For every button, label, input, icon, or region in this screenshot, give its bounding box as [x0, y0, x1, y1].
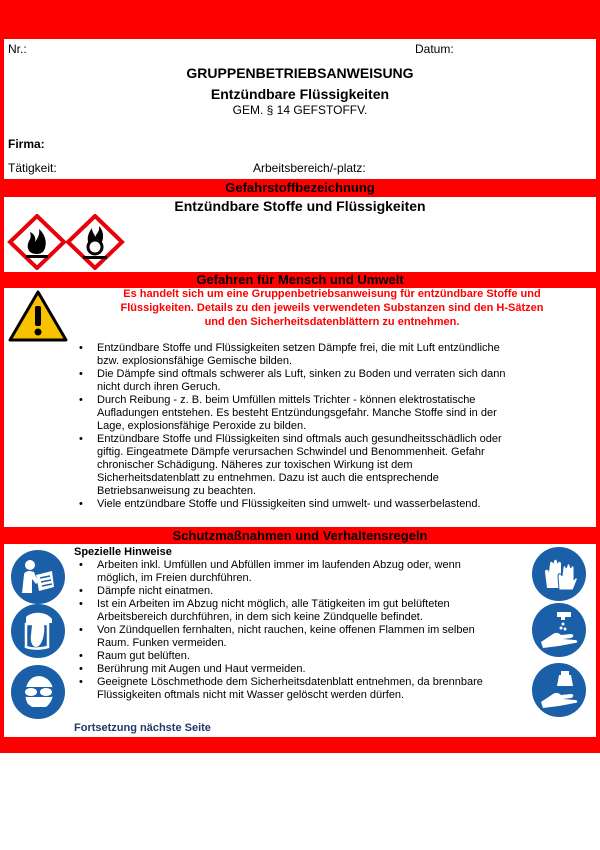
face-shield-icon — [10, 603, 66, 659]
warning-triangle-icon — [8, 290, 68, 342]
continuation-note: Fortsetzung nächste Seite — [74, 722, 211, 734]
hazards-panel — [4, 288, 596, 527]
hazards-intro-line-2: Flüssigkeiten. Details zu den jeweils verwendeten Substanzen sind den H-Sätzen — [120, 302, 544, 314]
hand-cream-icon — [531, 662, 587, 718]
list-item: • Die Dämpfe sind oftmals schwerer als Luft, sinken zu Boden und verraten sich dann nicht durch ihren Geruch. — [79, 368, 589, 394]
flame-ghs-icon — [7, 214, 67, 270]
list-item: • Entzündbare Stoffe und Flüssigkeiten sind oftmals auch gesundheitsschädlich oder giftig. Eingeatmete Dämpfe verursachen Schwindel und Benommenheit. Gefahr chronischer Schädigung. Näheres zur toxischen Wirkung ist dem Sicherheitsdatenblatt zu entnehmen. Dazu ist auch die entsprechende Betriebsanweisung zu beachten. — [79, 433, 589, 498]
read-instructions-icon — [10, 549, 66, 605]
list-item: • Viele entzündbare Stoffe und Flüssigkeiten sind umwelt- und wasserbelastend. — [79, 498, 589, 511]
substance-name: Entzündbare Stoffe und Flüssigkeiten — [174, 198, 426, 214]
protection-subheading: Spezielle Hinweise — [74, 546, 172, 558]
protection-panel — [4, 544, 596, 737]
document-subtitle: Entzündbare Flüssigkeiten — [210, 86, 390, 102]
section-heading-substance: Gefahrstoffbezeichnung — [225, 180, 375, 195]
list-item: • Ist ein Arbeiten im Abzug nicht möglich, alle Tätigkeiten im gut belüfteten Arbeitsbereich durchführen, in dem sich keine Zündquelle befindet. — [79, 598, 524, 624]
hazards-list — [79, 342, 589, 511]
arbeitsbereich-label: Arbeitsbereich/-platz: — [253, 161, 366, 175]
firma-label: Firma: — [8, 137, 45, 151]
taetigkeit-label: Tätigkeit: — [8, 161, 57, 175]
legal-reference: GEM. § 14 GEFSTOFFV. — [232, 103, 368, 117]
header-panel — [4, 39, 596, 179]
hazards-intro-line-3: und den Sicherheitsdatenblättern zu entnehmen. — [204, 316, 460, 328]
hazards-intro-line-1: Es handelt sich um eine Gruppenbetriebsanweisung für entzündbare Stoffe und — [123, 288, 541, 300]
substance-panel — [4, 197, 596, 272]
document-title: GRUPPENBETRIEBSANWEISUNG — [186, 65, 414, 81]
list-item: • Von Zündquellen fernhalten, nicht rauchen, keine offenen Flammen im selben Raum. Funken vermeiden. — [79, 624, 524, 650]
list-item: • Entzündbare Stoffe und Flüssigkeiten setzen Dämpfe frei, die mit Luft entzündliche bzw. explosionsfähige Gemische bilden. — [79, 342, 589, 368]
list-item: • Dämpfe nicht einatmen. — [79, 585, 524, 598]
hand-washing-icon — [531, 602, 587, 658]
flame-over-circle-ghs-icon — [65, 214, 125, 270]
protection-list — [79, 559, 524, 702]
list-item: • Raum gut belüften. — [79, 650, 524, 663]
datum-label: Datum: — [415, 42, 454, 56]
list-item: • Geeignete Löschmethode dem Sicherheitsdatenblatt entnehmen, da brennbare Flüssigkeiten oftmals nicht mit Wasser gelöscht werden dürfen. — [79, 676, 524, 702]
safety-goggles-icon — [10, 664, 66, 720]
section-heading-hazards: Gefahren für Mensch und Umwelt — [196, 272, 404, 287]
nr-label: Nr.: — [8, 42, 27, 56]
list-item: • Berührung mit Augen und Haut vermeiden. — [79, 663, 524, 676]
list-item: • Durch Reibung - z. B. beim Umfüllen mittels Trichter - können elektrostatische Aufladungen entstehen. Es besteht Entzündungsgefahr. Manche Stoffe sind in der Lage, explosionsfähige Peroxide zu bilden. — [79, 394, 589, 433]
list-item: • Arbeiten inkl. Umfüllen und Abfüllen immer im laufenden Abzug oder, wenn möglich, im Freien durchführen. — [79, 559, 524, 585]
protective-gloves-icon — [531, 546, 587, 602]
section-heading-protection: Schutzmaßnahmen und Verhaltensregeln — [172, 528, 428, 543]
